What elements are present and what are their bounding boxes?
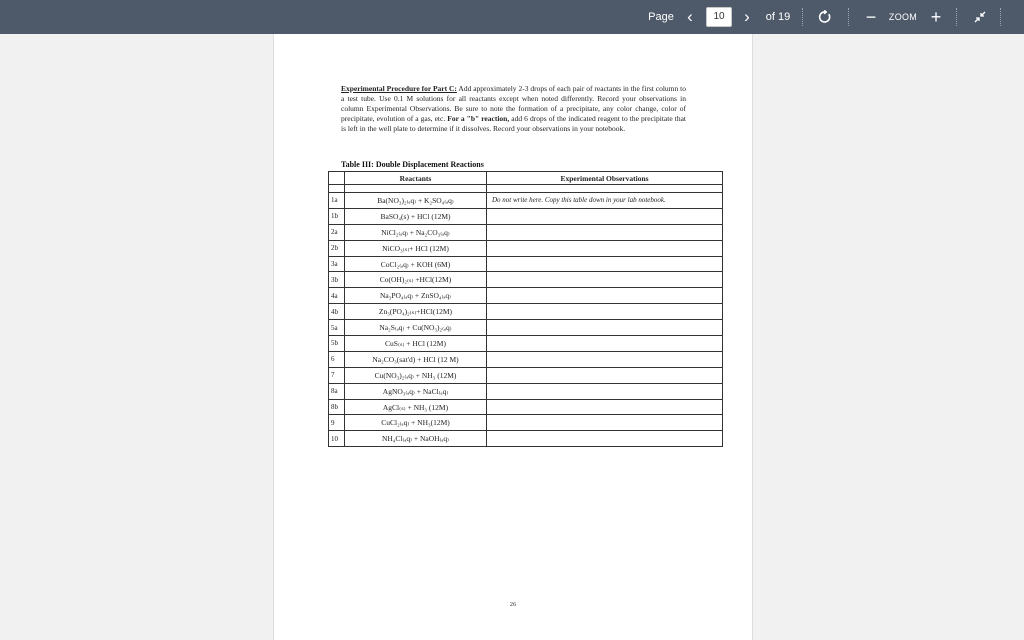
reactants-cell: Co(OH)₂₍ₛ₎ +HCl(12M) (345, 272, 487, 288)
reaction-number: 3b (329, 272, 345, 288)
reactants-cell: NH₄Cl₍ₐq₎ + NaOH₍ₐq₎ (345, 431, 487, 447)
b-reaction-text: add 6 drops of the indicated reagent to the precipitate that is left in the well plate to determine if it dissolves. Record your observations in your notebook. (341, 114, 686, 133)
page-count: of 19 (765, 11, 791, 23)
table-row (329, 256, 723, 272)
table-row (329, 208, 723, 224)
reaction-number: 8b (329, 399, 345, 415)
reaction-number: 2b (329, 240, 345, 256)
reaction-number: 5a (329, 320, 345, 336)
reactants-cell: CoCl₂₍ₐq₎ + KOH (6M) (345, 256, 487, 272)
table-row (329, 415, 723, 431)
reaction-number: 4b (329, 304, 345, 320)
table-row (329, 240, 723, 256)
table-title: Table III: Double Displacement Reactions (341, 160, 484, 169)
document-page (273, 34, 753, 640)
observations-cell (487, 256, 723, 272)
reactants-cell: Na₂S₍ₐq₎ + Cu(NO₃)₂₍ₐq₎ (345, 320, 487, 336)
zoom-label: ZOOM (888, 12, 918, 22)
reactants-cell: NiCl₂₍ₐq₎ + Na₂CO₃₍ₐq₎ (345, 224, 487, 240)
spacer-row (329, 185, 723, 193)
procedure-title: Experimental Procedure for Part C: (341, 84, 457, 93)
toolbar-divider (956, 8, 957, 26)
collapse-icon[interactable] (970, 0, 990, 34)
procedure-body: Add approximately 2-3 drops of each pair of reactants in the first column to a test tube. Use 0.1 M solutions for all reactants except when noted differently. Record your observations in column Experimental Observations. Be sure to note the formation of a precipitate, any color change, color of precipitate, evolution of a gas, etc. (341, 84, 686, 123)
observations-cell (487, 272, 723, 288)
observations-cell (487, 304, 723, 320)
table-row (329, 383, 723, 399)
procedure-text (341, 84, 686, 134)
toolbar-divider (1000, 8, 1001, 26)
reaction-number: 5b (329, 336, 345, 352)
observations-cell: Do not write here. Copy this table down in your lab notebook. (487, 193, 723, 209)
table-row (329, 351, 723, 367)
observations-cell (487, 320, 723, 336)
page-number-input[interactable]: 10 (706, 7, 732, 27)
rotate-icon[interactable] (814, 0, 836, 34)
zoom-out-icon[interactable]: − (865, 6, 877, 27)
reaction-number: 8a (329, 383, 345, 399)
observations-cell (487, 383, 723, 399)
reactants-header: Reactants (345, 172, 487, 185)
observations-cell (487, 240, 723, 256)
reactants-cell: AgCl₍ₛ₎ + NH₃ (12M) (345, 399, 487, 415)
reaction-number: 4a (329, 288, 345, 304)
reaction-number: 2a (329, 224, 345, 240)
reactants-cell: Na₂CO₃(sat'd) + HCl (12 M) (345, 351, 487, 367)
reactants-cell: CuS₍ₛ₎ + HCl (12M) (345, 336, 487, 352)
reactants-cell: BaSO₄(s) + HCl (12M) (345, 208, 487, 224)
table-row (329, 224, 723, 240)
num-header (329, 172, 345, 185)
observations-cell (487, 399, 723, 415)
table-row (329, 399, 723, 415)
observations-cell (487, 367, 723, 383)
reactants-cell: AgNO₃₍ₐq₎ + NaCl₍ₐq₎ (345, 383, 487, 399)
reaction-number: 1b (329, 208, 345, 224)
table-row (329, 320, 723, 336)
observations-cell (487, 208, 723, 224)
table-body (329, 185, 723, 447)
chevron-right-icon[interactable]: › (744, 7, 750, 26)
table-row (329, 336, 723, 352)
reactants-cell: CuCl₂₍ₐq₎ + NH₃(12M) (345, 415, 487, 431)
reactants-cell: Cu(NO₃)₂₍ₐq₎ + NH₃ (12M) (345, 367, 487, 383)
page-number: 26 (509, 601, 517, 608)
reactants-cell: Na₃PO₄₍ₐq₎ + ZnSO₄₍ₐq₎ (345, 288, 487, 304)
reaction-number: 3a (329, 256, 345, 272)
reaction-number: 9 (329, 415, 345, 431)
observations-cell (487, 224, 723, 240)
pdf-toolbar (0, 0, 1024, 34)
table-row (329, 304, 723, 320)
reaction-number: 10 (329, 431, 345, 447)
observations-cell (487, 431, 723, 447)
toolbar-divider (848, 8, 849, 26)
reactions-table (328, 171, 723, 447)
table-row (329, 272, 723, 288)
chevron-left-icon[interactable]: ‹ (687, 7, 693, 26)
reactants-cell: NiCO₃₍ₛ₎+ HCl (12M) (345, 240, 487, 256)
b-reaction-label: For a "b" reaction, (447, 114, 510, 123)
observations-header: Experimental Observations (487, 172, 723, 185)
observations-cell (487, 415, 723, 431)
reactants-cell: Zn₃(PO₄)₂₍ₛ₎+HCl(12M) (345, 304, 487, 320)
reaction-number: 7 (329, 367, 345, 383)
table-row (329, 193, 723, 209)
page-label: Page (648, 11, 674, 23)
observations-cell (487, 288, 723, 304)
reaction-number: 6 (329, 351, 345, 367)
toolbar-divider (802, 8, 803, 26)
table-row (329, 367, 723, 383)
observations-cell (487, 336, 723, 352)
reaction-number: 1a (329, 193, 345, 209)
zoom-in-icon[interactable]: + (930, 6, 942, 27)
reactants-cell: Ba(NO₃)₂₍ₐq₎ + K₂SO₄₍ₐq₎ (345, 193, 487, 209)
table-row (329, 431, 723, 447)
observations-cell (487, 351, 723, 367)
table-row (329, 288, 723, 304)
